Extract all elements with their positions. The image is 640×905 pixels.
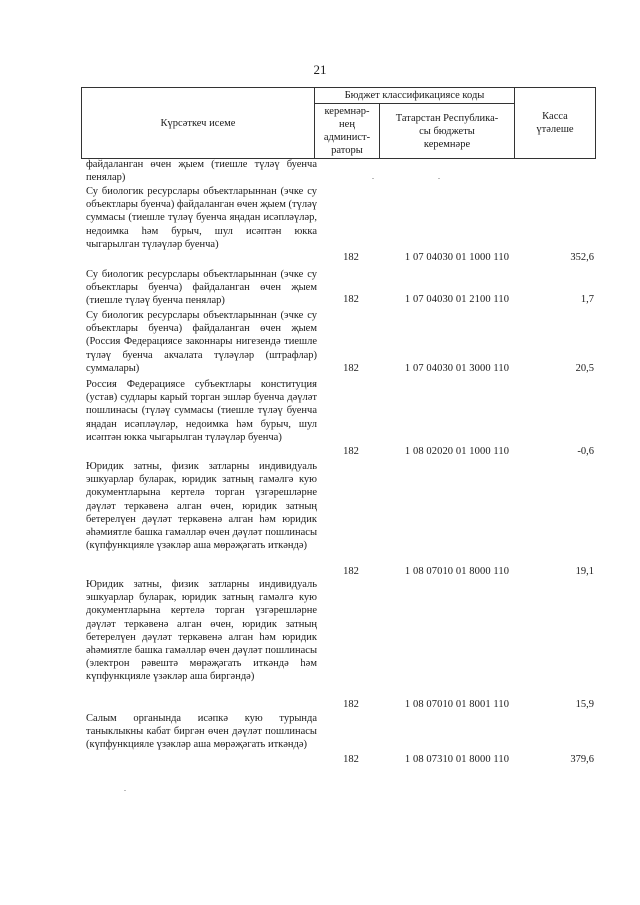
row-description: Су биологик ресурслары объектларыннан (эчке су объектлары буенча) файдаланган өчен җыем (Россия Федерациясе законнары нигезендә тиешле түләү буенча акчалата түләүләр (штрафлар) суммалары): [86, 310, 317, 374]
row-budget-code: 1 07 04030 01 3000 110: [404, 363, 510, 374]
scan-speck: [438, 178, 440, 179]
row-description: Салым органында исәпкә кую турында таныклыкны кабат биргән өчен дәүләт пошлинасы (күпфункцияле үзәкләр аша мөрәҗәгать иткәндә): [86, 713, 317, 751]
row-description: Россия Федерациясе субъектлары конституция (устав) судлары карый торган эшләр буенча дәүләт пошлинасы (түләү суммасы (тиешле түләү буенча яңадан исәпләүләр, недоимка һәм бурыч, шул исәптән юкка чыгарылган түләүләр буенча): [86, 379, 317, 443]
row-admin-code: 182: [343, 754, 359, 765]
row-cash-value: 379,6: [570, 754, 594, 765]
row-budget-code: 1 07 04030 01 2100 110: [404, 294, 510, 305]
row-description: файдаланган өчен җыем (тиешле түләү буенча пенялар): [86, 159, 317, 184]
row-budget-code: 1 08 07010 01 8000 110: [404, 566, 510, 577]
row-description: Су биологик ресурслары объектларыннан (эчке су объектлары буенча) файдаланган өчен җыем (түләү суммасы (тиешле түләү буенча яңадан исәпләүләр, недоимка һәм бурыч, шул исәптән юкка чыгарылган түләүләр буенча): [86, 186, 318, 250]
row-admin-code: 182: [343, 294, 359, 305]
row-cash-value: 20,5: [575, 363, 594, 374]
row-cash-value: 15,9: [575, 699, 594, 710]
row-cash-value: -0,6: [577, 446, 594, 457]
admin-code-label: керемнәр- нең админист- раторы: [323, 106, 371, 156]
row-budget-code: 1 08 07010 01 8001 110: [404, 699, 510, 710]
row-cash-value: 352,6: [570, 252, 594, 263]
budget-income-label: Татарстан Республика- сы бюджеты керемнәре: [395, 112, 499, 150]
cash-execution-label: Касса үтәлеше: [536, 111, 574, 135]
row-admin-code: 182: [343, 363, 359, 374]
page-number: 21: [313, 62, 327, 77]
scan-speck: [372, 178, 374, 179]
row-cash-value: 1,7: [580, 294, 594, 305]
row-admin-code: 182: [343, 566, 359, 577]
indicator-name-header: Күрсәткеч исеме: [82, 88, 315, 159]
row-description: Су биологик ресурслары объектларыннан (эчке су объектлары буенча) файдаланган өчен җыем (тиешле түләү буенча пенялар): [86, 269, 317, 307]
row-description: Юридик затны, физик затларны индивидуаль эшкуарлар буларак, юридик затның гамәлгә кую документларына кертелә торган үзгәрешләрне дәүләт теркәвенә алган өчен, юридик затның бетерелүен дәүләт теркәвенә алган һәм юридик әһәмиятле башка гамәлләр өчен дәүләт пошлинасы (электрон рәвештә мөрәҗәгать иткәндә һәм күпфункцияле үзәкләр аша биргәндә): [86, 579, 317, 683]
budget-classification-header: Бюджет классификациясе коды: [315, 88, 515, 104]
row-admin-code: 182: [343, 699, 359, 710]
row-admin-code: 182: [343, 252, 359, 263]
scan-speck: [124, 790, 126, 791]
row-budget-code: 1 08 07310 01 8000 110: [404, 754, 510, 765]
row-cash-value: 19,1: [575, 566, 594, 577]
row-admin-code: 182: [343, 446, 359, 457]
row-description: Юридик затны, физик затларны индивидуаль эшкуарлар буларак, юридик затның гамәлгә кую документларына кертелә торган үзгәрешләрне дәүләт теркәвенә алган өчен, юридик затның бетерелүен дәүләт теркәвенә алган һәм юридик әһәмиятле башка гамәлләр өчен дәүләт пошлинасы (күпфункцияле үзәкләр аша мөрәҗәгать иткәндә): [86, 461, 317, 552]
row-budget-code: 1 08 02020 01 1000 110: [404, 446, 510, 457]
row-budget-code: 1 07 04030 01 1000 110: [404, 252, 510, 263]
